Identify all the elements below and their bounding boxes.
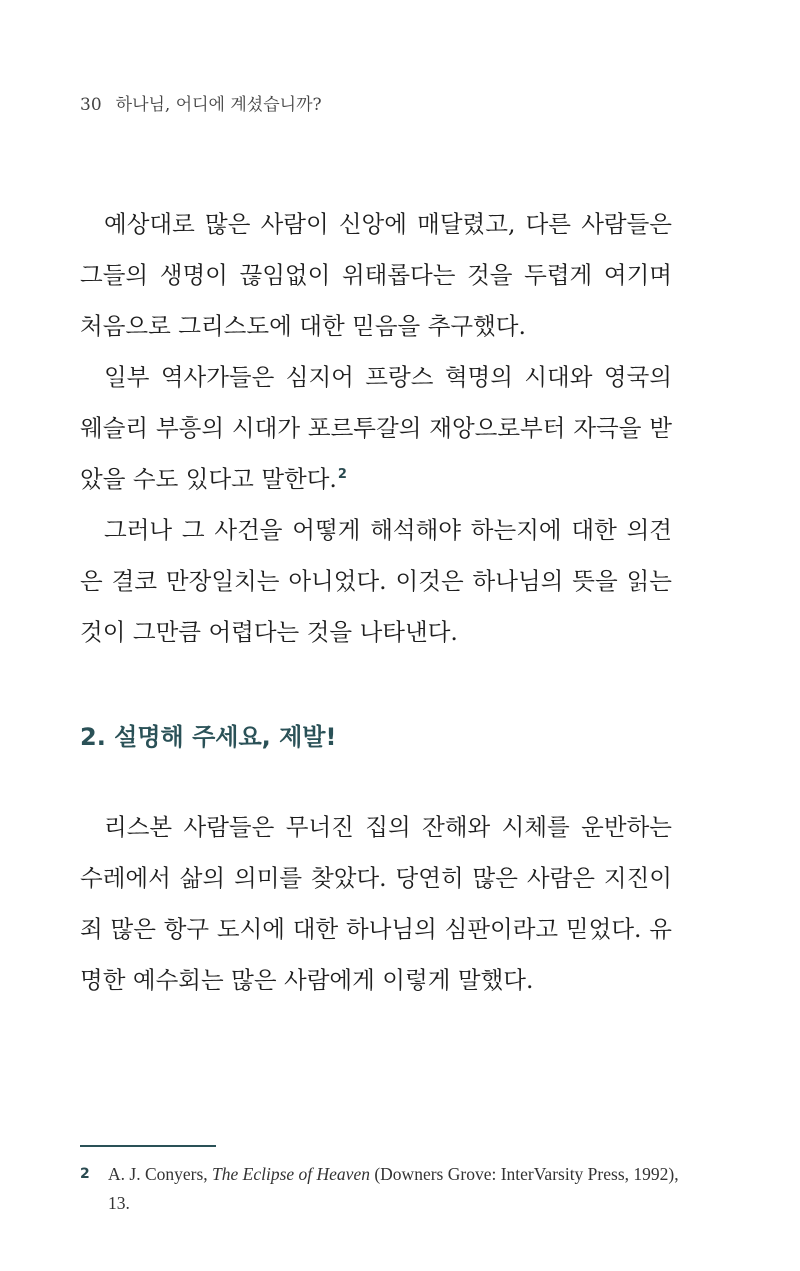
footnote-author: A. J. Conyers, xyxy=(108,1164,213,1184)
paragraph-1: 예상대로 많은 사람이 신앙에 매달렸고, 다른 사람들은 그들의 생명이 끊임없이 위태롭다는 것을 두렵게 여기며 처음으로 그리스도에 대한 믿음을 추구했다. xyxy=(80,210,672,340)
paragraph-2-text: 일부 역사가들은 심지어 프랑스 혁명의 시대와 영국의 웨슬리 부흥의 시대가 포르투갈의 재앙으로부터 자극을 받았을 수도 있다고 말한다. xyxy=(80,363,672,493)
footnote-divider xyxy=(80,1145,216,1147)
paragraph-2 xyxy=(80,352,672,505)
footnote xyxy=(80,1160,680,1218)
footnote-number: 2 xyxy=(80,1166,90,1182)
section-paragraph: 리스본 사람들은 무너진 집의 잔해와 시체를 운반하는 수레에서 삶의 의미를 찾았다. 당연히 많은 사람은 지진이 죄 많은 항구 도시에 대한 하나님의 심판이라고 믿었다. 유명한 예수회는 많은 사람에게 이렇게 말했다. xyxy=(80,813,672,994)
section-heading: 2. 설명해 주세요, 제발! xyxy=(80,723,337,751)
body-text xyxy=(80,199,672,658)
footnote-text xyxy=(108,1160,680,1218)
paragraph-3: 그러나 그 사건을 어떻게 해석해야 하는지에 대한 의견은 결코 만장일치는 아니었다. 이것은 하나님의 뜻을 읽는 것이 그만큼 어렵다는 것을 나타낸다. xyxy=(80,516,672,646)
running-head xyxy=(80,90,322,115)
footnote-book-title: The Eclipse of Heaven xyxy=(212,1164,370,1184)
section-body xyxy=(80,802,672,1006)
footnote-publication: (Downers Grove: InterVarsity Press, 1992), 13. xyxy=(108,1164,679,1213)
footnote-reference[interactable]: 2 xyxy=(337,467,347,483)
running-head-title: 하나님, 어디에 계셨습니까? xyxy=(115,95,322,115)
page-number: 30 xyxy=(80,95,102,115)
